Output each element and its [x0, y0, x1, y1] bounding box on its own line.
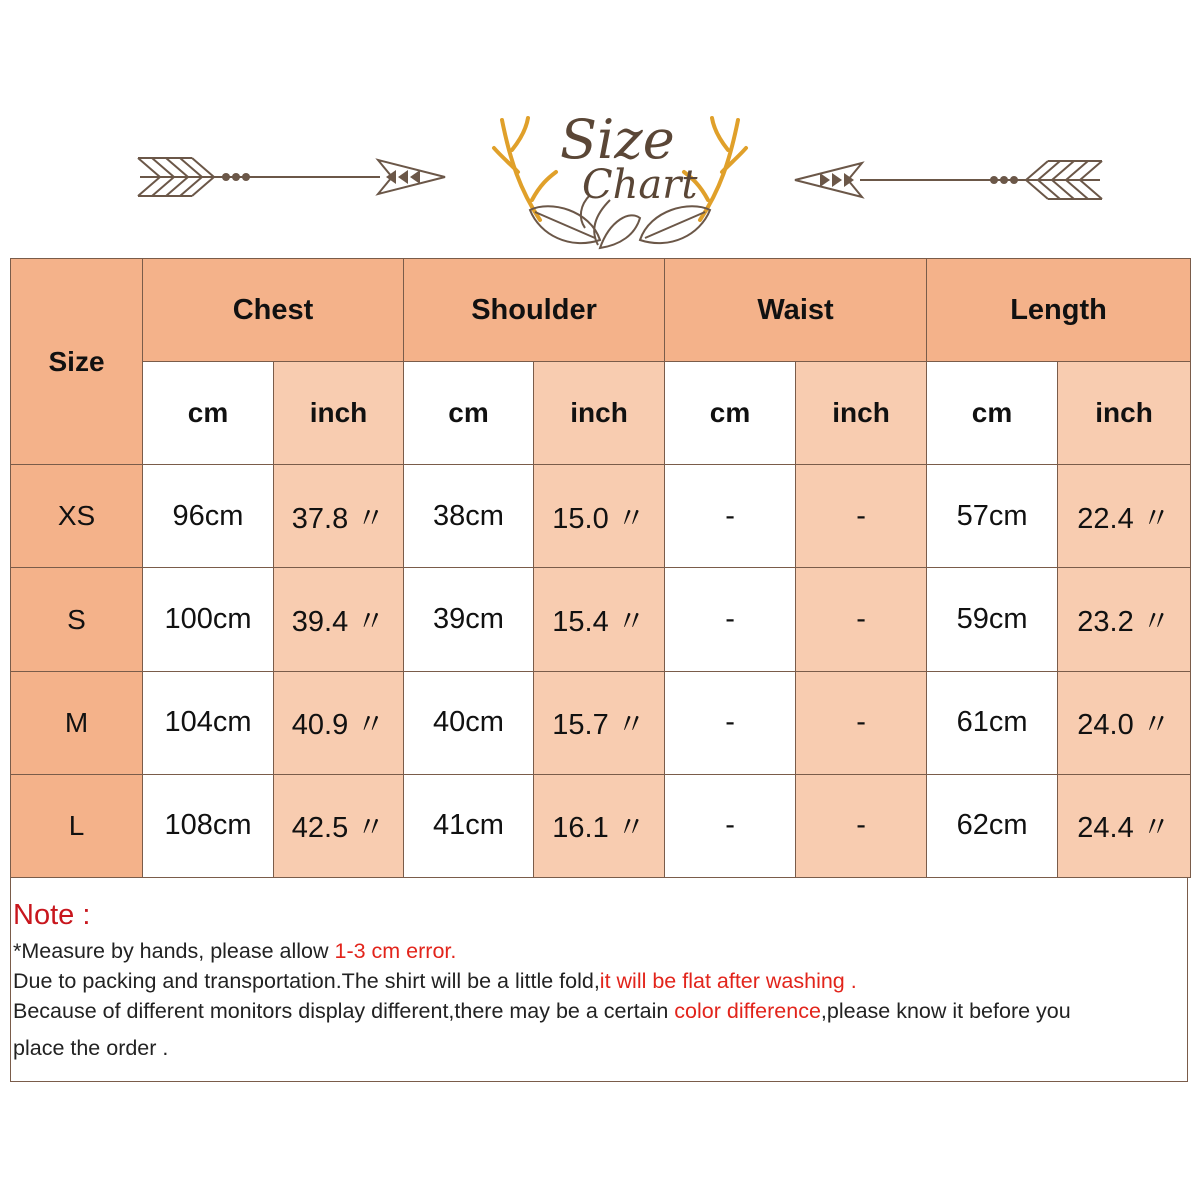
arrow-icon — [130, 150, 450, 205]
table-cell: 62cm — [927, 774, 1058, 877]
unit-header: inch — [274, 362, 404, 465]
table-cell: - — [796, 671, 927, 774]
size-column-header: Size — [11, 259, 143, 465]
unit-header: cm — [665, 362, 796, 465]
note-text: *Measure by hands, please allow — [13, 939, 335, 963]
note-text: ,please know it before you — [820, 999, 1071, 1023]
svg-text:Size: Size — [560, 108, 675, 171]
note-highlight: 1-3 cm error. — [334, 939, 457, 963]
note-line — [13, 936, 1187, 966]
unit-header: inch — [796, 362, 927, 465]
note-line — [13, 996, 1187, 1026]
waist-header: Waist — [665, 259, 927, 362]
unit-header: inch — [1058, 362, 1191, 465]
size-label: L — [11, 774, 143, 877]
table-cell: - — [796, 465, 927, 568]
table-cell: 22.4 〃 — [1058, 465, 1191, 568]
size-label: M — [11, 671, 143, 774]
note-text: Due to packing and transportation.The shirt will be a little fold, — [13, 969, 600, 993]
chest-header: Chest — [143, 259, 404, 362]
size-chart-logo — [490, 100, 750, 255]
table-cell: 37.8 〃 — [274, 465, 404, 568]
note-line: place the order . — [13, 1036, 169, 1060]
table-cell: 57cm — [927, 465, 1058, 568]
note-title: Note : — [13, 899, 91, 931]
unit-header: cm — [927, 362, 1058, 465]
table-cell: 24.0 〃 — [1058, 671, 1191, 774]
table-cell: 38cm — [404, 465, 534, 568]
unit-header: cm — [404, 362, 534, 465]
unit-header: inch — [534, 362, 665, 465]
table-cell: 108cm — [143, 774, 274, 877]
table-cell: 59cm — [927, 568, 1058, 671]
table-row — [11, 465, 1191, 568]
size-chart-table — [10, 258, 1191, 878]
table-cell: 41cm — [404, 774, 534, 877]
table-cell: - — [665, 568, 796, 671]
table-cell: - — [796, 568, 927, 671]
table-row — [11, 774, 1191, 877]
size-chart-header — [0, 0, 1200, 258]
table-cell: - — [665, 671, 796, 774]
size-label: XS — [11, 465, 143, 568]
table-cell: 15.7 〃 — [534, 671, 665, 774]
shoulder-header: Shoulder — [404, 259, 665, 362]
table-cell: 24.4 〃 — [1058, 774, 1191, 877]
group-header-row — [11, 259, 1191, 362]
arrow-icon — [790, 153, 1110, 208]
table-cell: 40.9 〃 — [274, 671, 404, 774]
table-cell: - — [665, 774, 796, 877]
length-header: Length — [927, 259, 1191, 362]
svg-text:Chart: Chart — [582, 162, 698, 208]
table-row — [11, 568, 1191, 671]
table-cell: 42.5 〃 — [274, 774, 404, 877]
note-box — [10, 878, 1188, 1082]
note-text: Because of different monitors display different,there may be a certain — [13, 999, 675, 1023]
table-cell: 15.0 〃 — [534, 465, 665, 568]
table-cell: 40cm — [404, 671, 534, 774]
table-cell: - — [665, 465, 796, 568]
note-line — [13, 966, 1187, 996]
table-cell: 61cm — [927, 671, 1058, 774]
table-cell: 39cm — [404, 568, 534, 671]
table-cell: 15.4 〃 — [534, 568, 665, 671]
table-cell: 39.4 〃 — [274, 568, 404, 671]
note-highlight: it will be flat after washing . — [599, 969, 857, 993]
table-cell: 16.1 〃 — [534, 774, 665, 877]
table-cell: - — [796, 774, 927, 877]
table-cell: 100cm — [143, 568, 274, 671]
table-row — [11, 671, 1191, 774]
note-highlight: color difference — [674, 999, 821, 1023]
unit-header-row — [11, 362, 1191, 465]
unit-header: cm — [143, 362, 274, 465]
table-cell: 23.2 〃 — [1058, 568, 1191, 671]
size-label: S — [11, 568, 143, 671]
table-cell: 104cm — [143, 671, 274, 774]
table-cell: 96cm — [143, 465, 274, 568]
